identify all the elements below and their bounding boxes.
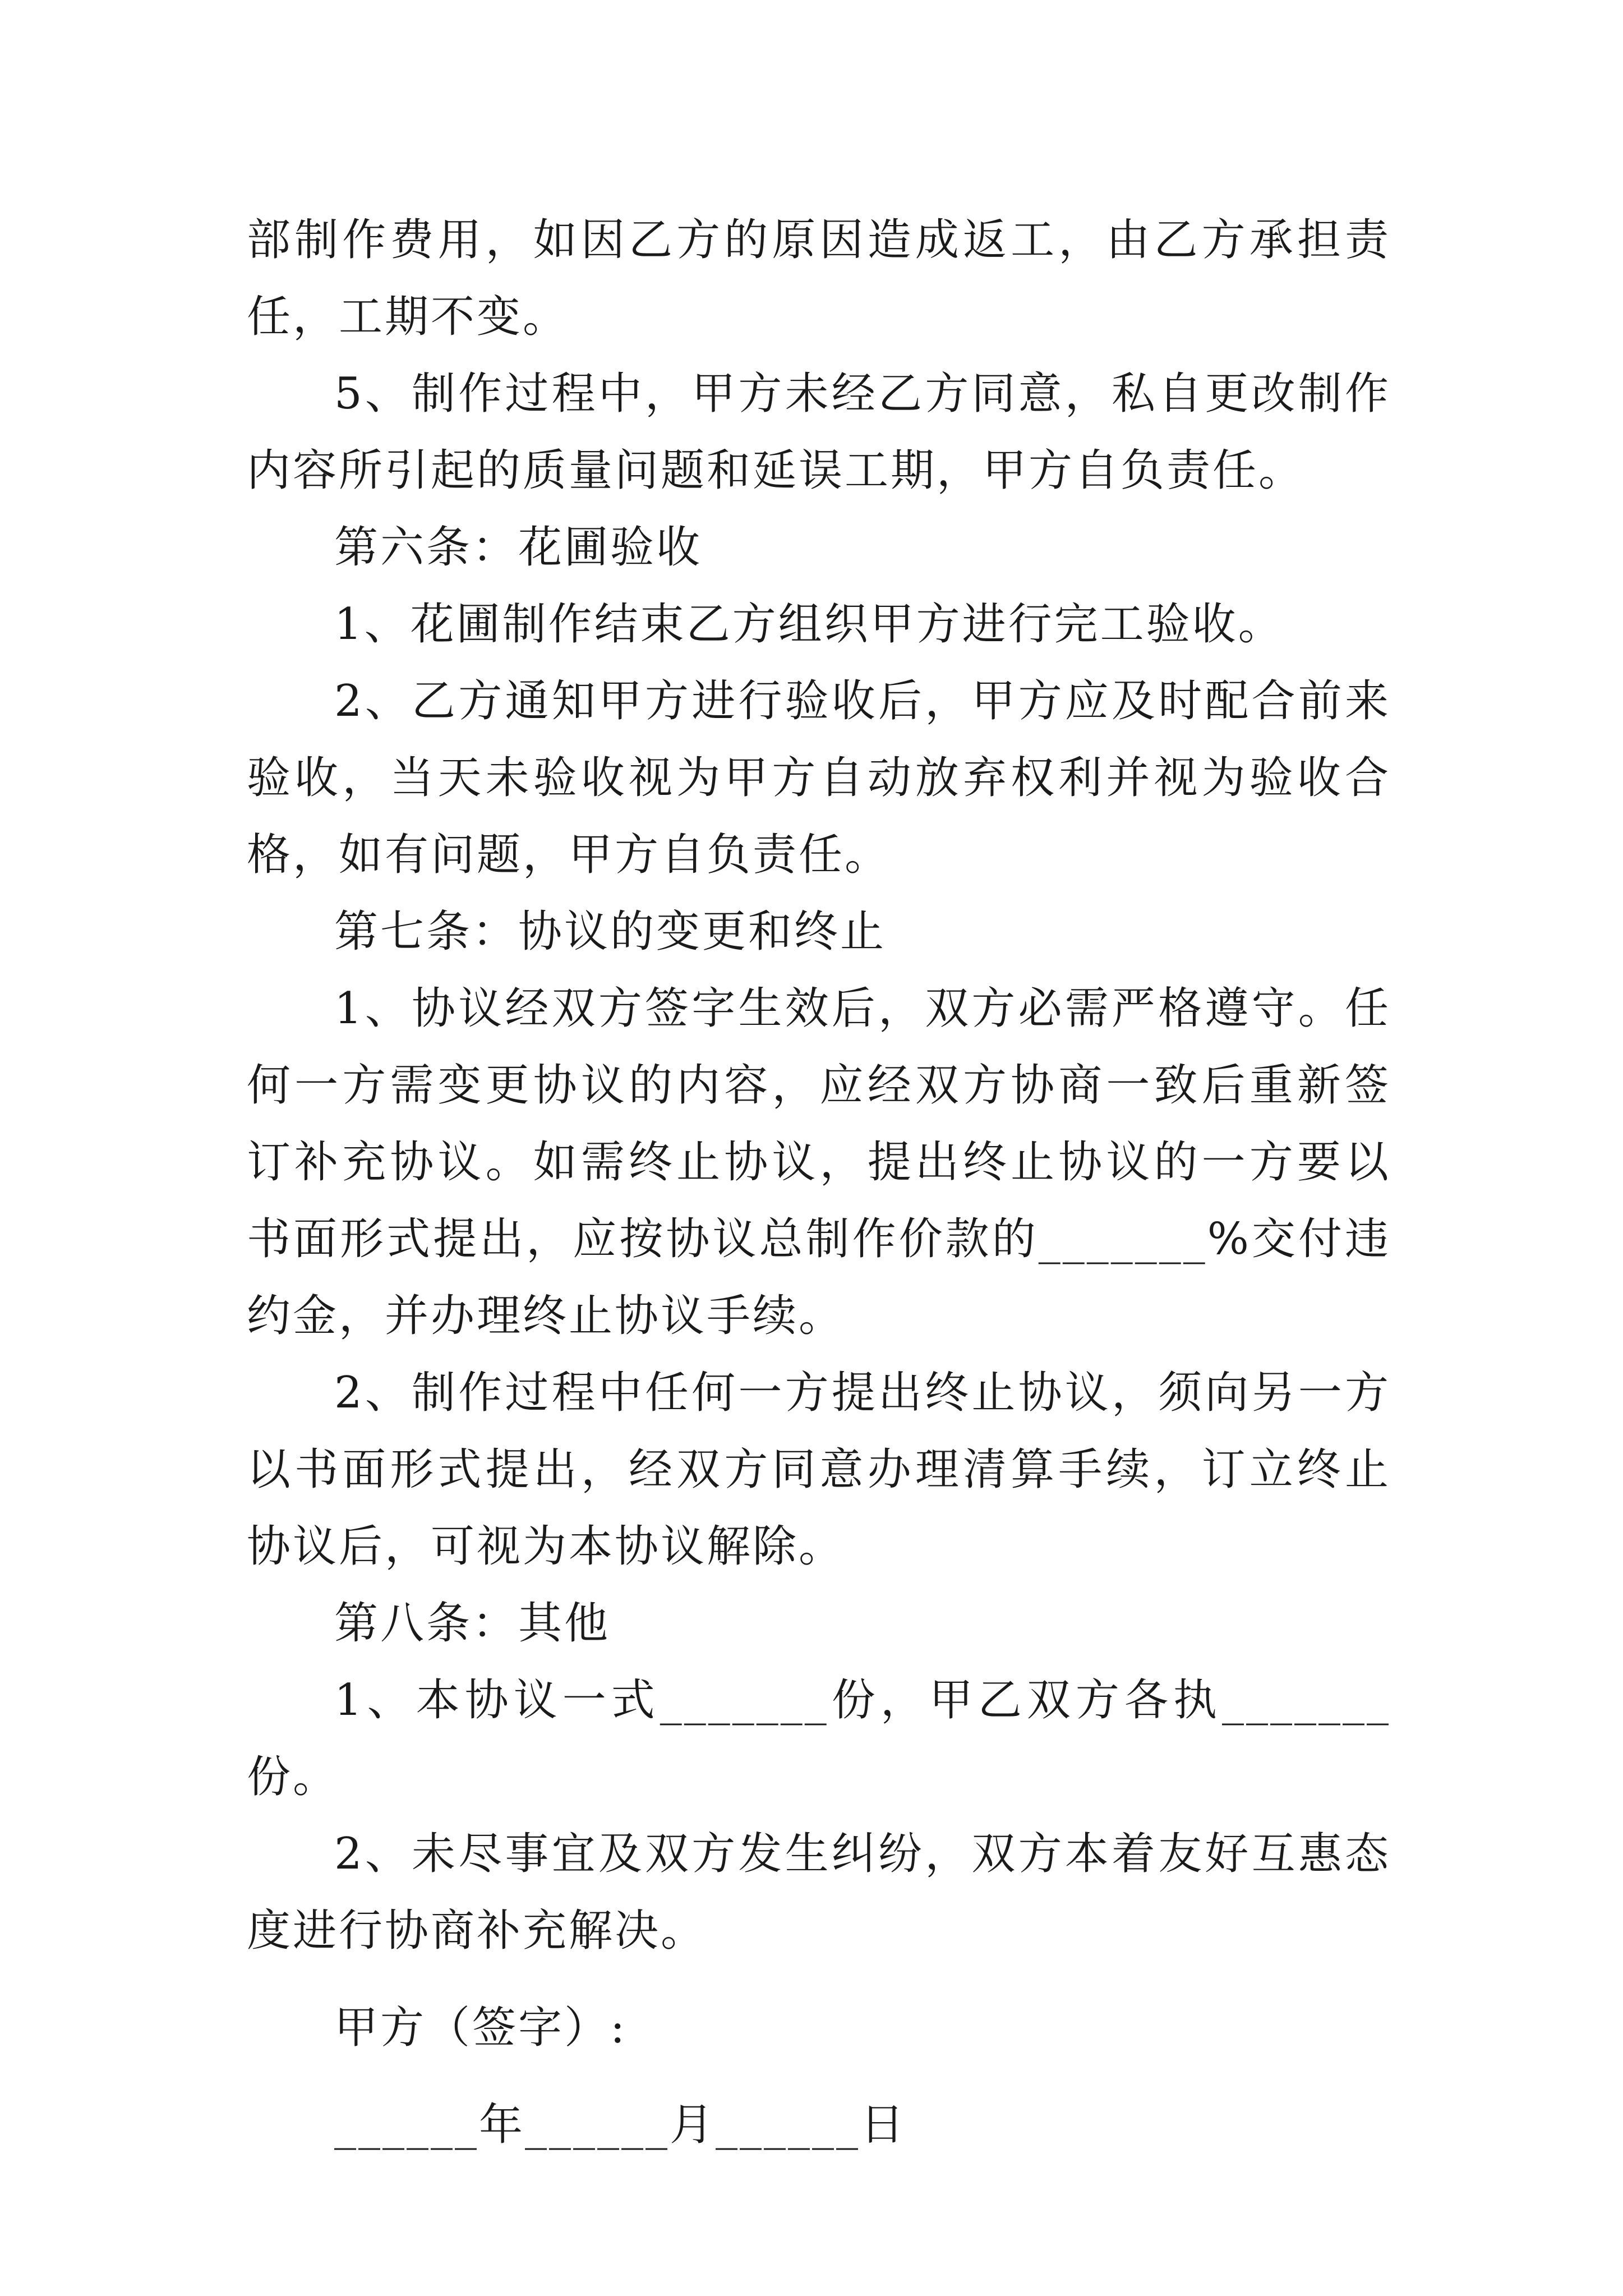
article-8-item-2: 2、未尽事宜及双方发生纠纷，双方本着友好互惠态度进行协商补充解决。 bbox=[247, 1829, 1391, 1956]
article-6-item-1: 1、花圃制作结束乙方组织甲方进行完工验收。 bbox=[334, 599, 1284, 650]
date-line: ______年______月______日 bbox=[334, 2100, 907, 2150]
paragraph-continuation: 部制作费用，如因乙方的原因造成返工，由乙方承担责任，工期不变。 bbox=[247, 215, 1391, 342]
article-8-item-1: 1、本协议一式_______份，甲乙双方各执_______份。 bbox=[247, 1675, 1391, 1802]
article-8-heading: 第八条：其他 bbox=[334, 1598, 611, 1649]
article-6-heading: 第六条：花圃验收 bbox=[334, 522, 703, 573]
article-7-item-1: 1、协议经双方签字生效后，双方必需严格遵守。任何一方需变更协议的内容，应经双方协商一致后重新签订补充协议。如需终止协议，提出终止协议的一方要以书面形式提出，应按协议总制作价款的_______%交付违约金，并办理终止协议手续。 bbox=[247, 983, 1391, 1341]
article-7-item-2: 2、制作过程中任何一方提出终止协议，须向另一方以书面形式提出，经双方同意办理清算手续，订立终止协议后，可视为本协议解除。 bbox=[247, 1368, 1391, 1572]
document-body bbox=[247, 202, 1391, 2164]
article-6-item-2: 2、乙方通知甲方进行验收后，甲方应及时配合前来验收，当天未验收视为甲方自动放弃权利并视为验收合格，如有问题，甲方自负责任。 bbox=[247, 676, 1391, 880]
paragraph-item-5: 5、制作过程中，甲方未经乙方同意，私自更改制作内容所引起的质量问题和延误工期，甲方自负责任。 bbox=[247, 369, 1391, 496]
signature-party-a: 甲方（签字）: bbox=[334, 2003, 628, 2053]
article-7-heading: 第七条：协议的变更和终止 bbox=[334, 907, 887, 957]
